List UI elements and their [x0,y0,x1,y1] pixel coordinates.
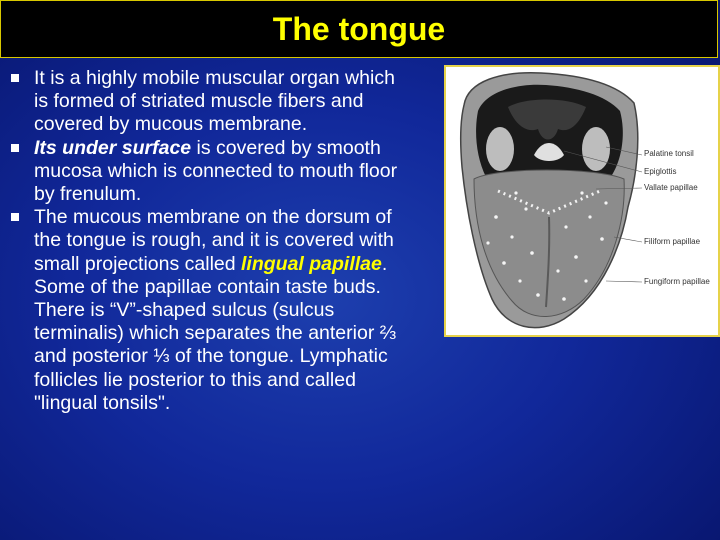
bullet-marker-icon [11,213,19,221]
bullet-text: is covered by smooth mucosa which is connected to mouth floor by frenulum. [34,136,398,206]
tongue-drawing-icon [446,67,718,335]
title-bar [0,0,718,58]
bullet-item-3 [10,206,410,415]
label-filiform-papillae: Filiform papillae [644,237,701,246]
bullet-text: It is a highly mobile muscular organ which is formed of striated muscle fibers and covered by mucous membrane. [34,67,395,136]
palatine-tonsil-right [582,127,610,171]
bullet-emphasis: Its under surface [34,136,192,159]
bullet-item-2 [10,137,410,207]
label-palatine-tonsil: Palatine tonsil [644,149,694,158]
bullet-emphasis: lingual papillae [241,252,382,275]
bullet-marker-icon [11,144,19,152]
palatine-tonsil-left [486,127,514,171]
label-vallate-papillae: Vallate papillae [644,183,698,192]
slide-title: The tongue [272,10,446,47]
tongue-illustration [444,65,720,337]
bullet-item-1 [10,67,410,137]
label-fungiform-papillae: Fungiform papillae [644,277,710,286]
bullet-marker-icon [11,74,19,82]
bullet-text-continued: . Some of the papillae contain taste buds. There is “V”-shaped sulcus (sulcus terminalis) which separates the anterior ⅔ and posterior ⅓ of the tongue. Lymphatic follicles lie posterior to this and called "lingual tonsils". [34,252,396,414]
bullet-text: The mucous membrane on the dorsum of the tongue is rough, and it is covered with small projections called [34,206,394,275]
label-epiglottis: Epiglottis [644,167,677,176]
bullet-list [10,67,410,415]
